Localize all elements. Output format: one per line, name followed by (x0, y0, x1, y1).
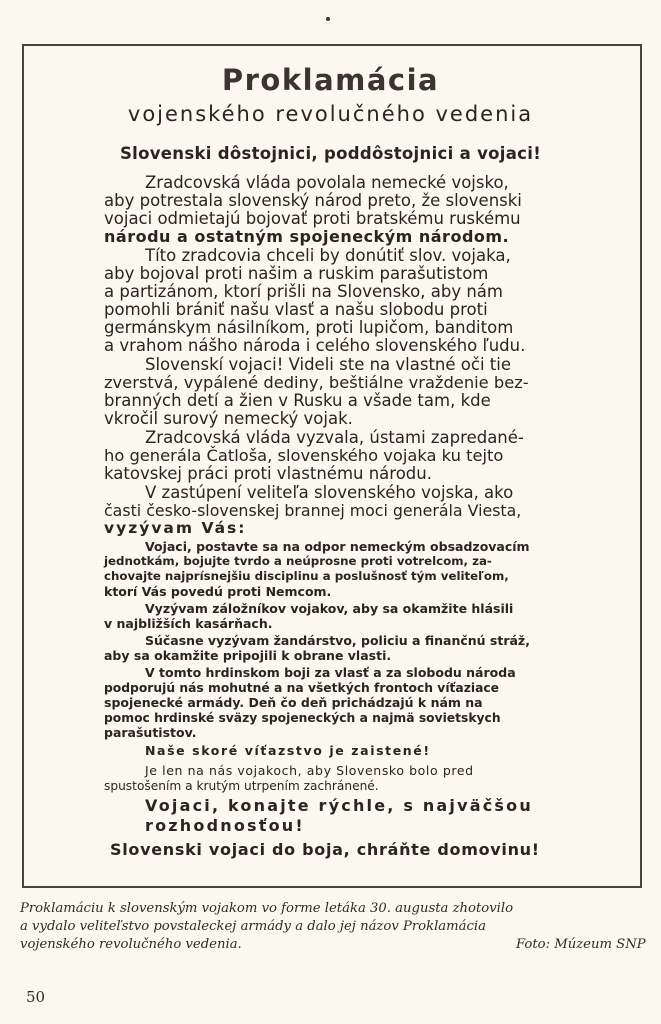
text-line: a vrahom nášho národa i celého slovenského ľudu. (104, 336, 526, 355)
text-line: parašutistov. (104, 725, 197, 740)
caption-line: Proklamáciu k slovenským vojakom vo forme letáka 30. augusta zhotovilo (20, 901, 514, 916)
text-line: pomoc hrdinské sväzy spojeneckých a najmä sovietskych (104, 711, 501, 725)
text-line: germánskym násilníkom, proti lupičom, banditom (104, 318, 514, 337)
text-line: národu a ostatným spojeneckým národom. (104, 227, 510, 246)
text-line: pomohli brániť našu vlasť a našu slobodu proti (104, 300, 488, 319)
text-line: rozhodnosťou! (145, 816, 305, 835)
text-line: ho generála Čatloša, slovenského vojaka ku tejto (104, 446, 504, 465)
text-line: aby bojoval proti našim a ruskim parašutistom (104, 264, 489, 283)
text-line: spustošením a krutým utrpením zachránené. (104, 779, 379, 793)
text-line: Zradcovská vláda vyzvala, ústami zapredané- (145, 428, 524, 447)
text-line: Slovenski vojaci do boja, chráňte domovinu! (110, 840, 540, 859)
caption-line: vojenského revolučného vedenia. (20, 937, 242, 952)
text-line: Vojaci, postavte sa na odpor nemeckým obsadzovacím (145, 539, 530, 554)
text-line: Slovenskí vojaci! Videli ste na vlastné oči tie (145, 355, 511, 374)
text-line: V zastúpení veliteľa slovenského vojska, ako (145, 483, 514, 502)
text-line: Vojaci, konajte rýchle, s najväčšou (145, 796, 533, 815)
text-line: Súčasne vyzývam žandárstvo, policiu a finančnú stráž, (145, 633, 530, 648)
text-line: spojenecké armády. Deň čo deň prichádzajú k nám na (104, 695, 483, 710)
text-line: podporujú nás mohutné a na všetkých frontoch víťaziace (104, 681, 500, 695)
text-line: zverstvá, vypálené dediny, beštiálne vraždenie bez- (104, 373, 529, 392)
leaflet-subtitle: vojenského revolučného vedenia (127, 102, 534, 126)
text-line: vkročil surový nemecký vojak. (104, 409, 353, 428)
text-line: aby potrestala slovenský národ preto, že slovenski (104, 191, 522, 210)
text-line: ktorí Vás povedú proti Nemcom. (104, 584, 332, 599)
text-line: branných detí a žien v Rusku a všade tam, kde (104, 391, 491, 410)
leaflet-title: Proklamácia (221, 63, 440, 97)
text-line: Naše skoré víťazstvo je zaistené! (145, 743, 431, 758)
text-line: Títo zradcovia chceli by donútiť slov. vojaka, (145, 246, 511, 265)
text-line: časti česko-slovenskej brannej moci generála Viesta, (104, 501, 522, 520)
text-line: a partizánom, ktorí prišli na Slovensko, aby nám (104, 282, 503, 301)
text-line: Vyzývam záložníkov vojakov, aby sa okamžite hlásili (145, 601, 514, 616)
text-line: Zradcovská vláda povolala nemecké vojsko, (145, 173, 509, 192)
text-line: katovskej práci proti vlastnému národu. (104, 464, 432, 483)
caption-line: a vydalo veliteľstvo povstaleckej armády a dalo jej názov Proklamácia (20, 919, 486, 934)
photo-credit: Foto: Múzeum SNP (516, 937, 646, 952)
text-line: vyzývam Vás: (104, 519, 247, 537)
text-line: chovajte najprísnejšiu disciplinu a poslušnosť tým veliteľom, (104, 569, 509, 583)
text-line: v najbližších kasárňach. (104, 616, 273, 631)
text-line: V tomto hrdinskom boji za vlasť a za slobodu národa (145, 665, 516, 680)
text-line: aby sa okamžite pripojili k obrane vlasti. (104, 648, 392, 663)
ink-dot (326, 17, 330, 21)
page-number: 50 (26, 988, 46, 1006)
text-line: vojaci odmietajú bojovať proti bratskému ruskému (104, 209, 521, 228)
leaflet-greeting: Slovenski dôstojnici, poddôstojnici a vojaci! (119, 144, 542, 163)
text-line: Je len na nás vojakoch, aby Slovensko bolo pred (145, 763, 474, 778)
text-line: jednotkám, bojujte tvrdo a neúprosne proti votrelcom, za- (104, 554, 492, 568)
